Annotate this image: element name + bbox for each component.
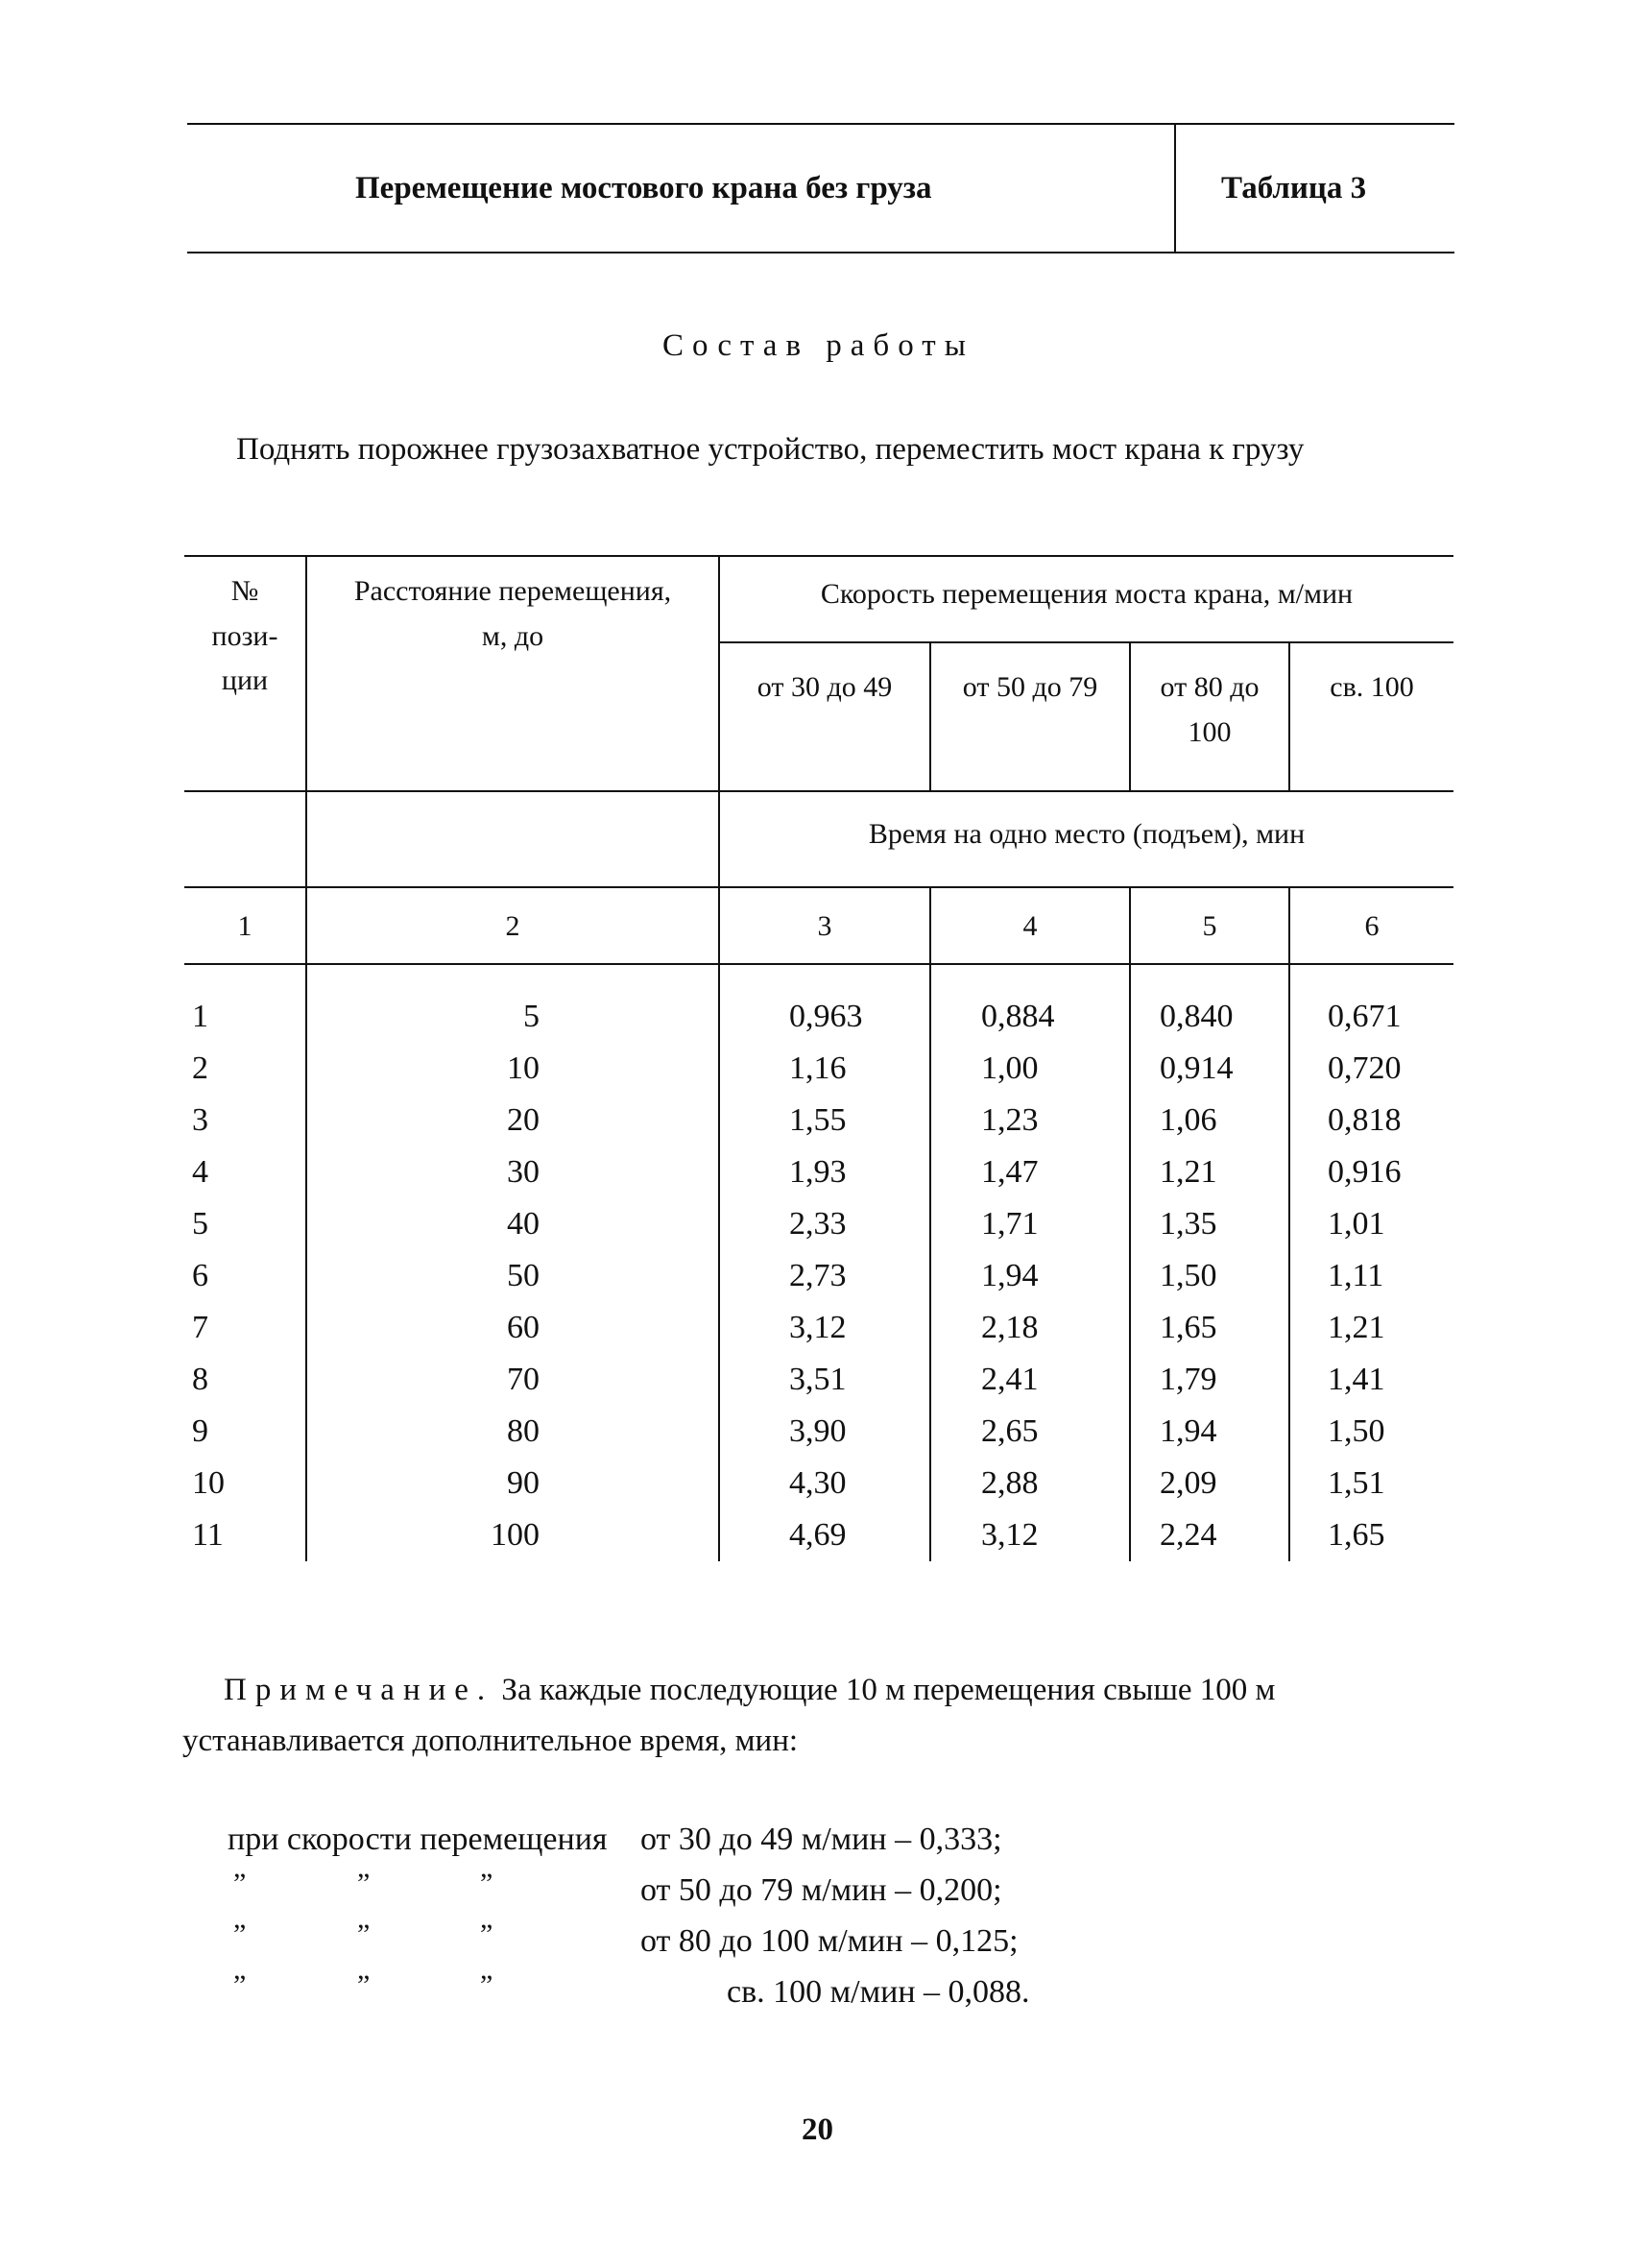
table-cell: 1,47	[981, 1154, 1039, 1190]
col-divider-3	[929, 641, 931, 790]
table-cell: 1,16	[789, 1050, 847, 1086]
col-number: 2	[505, 910, 520, 942]
table-cell: 50	[507, 1258, 540, 1293]
table-cell: 0,840	[1160, 999, 1234, 1034]
table-cell: 4,30	[789, 1465, 847, 1501]
table-cell: 2,73	[789, 1258, 847, 1293]
table-cell: 3,51	[789, 1362, 847, 1397]
table-cell: 11	[192, 1517, 224, 1553]
col-position-line3: ции	[221, 664, 269, 696]
addition-item-4: св. 100 м/мин – 0,088.	[727, 1974, 1030, 2010]
table-cell: 90	[507, 1465, 540, 1501]
table-cell: 3,90	[789, 1413, 847, 1449]
page-number: 20	[802, 2112, 833, 2147]
col-number: 5	[1202, 910, 1217, 942]
table-cell: 1,23	[981, 1102, 1039, 1138]
table-label: Таблица 3	[1221, 171, 1367, 205]
table-cell: 1,94	[981, 1258, 1039, 1293]
addition-item-2: от 50 до 79 м/мин – 0,200;	[640, 1872, 1002, 1908]
speed-col-2-line1: от 50 до 79	[962, 671, 1098, 703]
col-numbers-rule	[184, 963, 1453, 965]
note-line2: устанавливается дополнительное время, мин:	[182, 1724, 799, 1758]
table-cell: 3,12	[981, 1517, 1039, 1553]
col-distance-line2: м, до	[481, 619, 544, 652]
table-cell: 70	[507, 1362, 540, 1397]
table-cell: 2,09	[1160, 1465, 1217, 1501]
table-cell: 1,11	[1328, 1258, 1384, 1293]
table-cell: 80	[507, 1413, 540, 1449]
col-number: 6	[1364, 910, 1380, 942]
ditto-mark: ”	[233, 1918, 247, 1950]
table-cell: 1,94	[1160, 1413, 1217, 1449]
ditto-mark: ”	[480, 1969, 493, 2001]
col-number: 4	[1022, 910, 1038, 942]
table-cell: 0,818	[1328, 1102, 1402, 1138]
table-cell: 1,50	[1160, 1258, 1217, 1293]
table-cell: 0,671	[1328, 999, 1402, 1034]
table-cell: 1,41	[1328, 1362, 1385, 1397]
ditto-mark: ”	[357, 1969, 371, 2001]
table-cell: 4	[192, 1154, 208, 1190]
speed-col-4-line1: св. 100	[1330, 671, 1414, 703]
header-top-rule	[187, 123, 1454, 125]
section-title: Перемещение мостового крана без груза	[355, 171, 932, 205]
table-cell: 2	[192, 1050, 208, 1086]
table-cell: 40	[507, 1206, 540, 1242]
note	[224, 1666, 1275, 1715]
note-label: Примечание.	[224, 1673, 494, 1707]
table-cell: 5	[523, 999, 540, 1034]
table-cell: 2,88	[981, 1465, 1039, 1501]
col-number: 3	[817, 910, 832, 942]
table-cell: 1,35	[1160, 1206, 1217, 1242]
table-cell: 1,65	[1160, 1310, 1217, 1345]
time-header-rule	[184, 886, 1453, 888]
col-distance-line1: Расстояние перемещения,	[353, 575, 672, 607]
table-cell: 0,914	[1160, 1050, 1234, 1086]
table-cell: 1,71	[981, 1206, 1039, 1242]
speed-col-1-line1: от 30 до 49	[756, 671, 893, 703]
table-cell: 1,51	[1328, 1465, 1385, 1501]
table-cell: 20	[507, 1102, 540, 1138]
table-cell: 2,24	[1160, 1517, 1217, 1553]
table-cell: 10	[192, 1465, 225, 1501]
ditto-mark: ”	[480, 1868, 493, 1899]
note-line1	[224, 1666, 1275, 1715]
ditto-mark: ”	[480, 1918, 493, 1950]
table-cell: 7	[192, 1310, 208, 1345]
col-divider-5	[1288, 641, 1290, 790]
col-divider-4b	[1129, 886, 1131, 1561]
table-cell: 1	[192, 999, 208, 1034]
col-position-line2: пози-	[211, 619, 278, 652]
time-header: Время на одно место (подъем), мин	[868, 818, 1306, 850]
table-cell: 2,65	[981, 1413, 1039, 1449]
speed-header-rule	[720, 641, 1453, 643]
table-cell: 1,79	[1160, 1362, 1217, 1397]
table-cell: 0,963	[789, 999, 863, 1034]
col-number: 1	[237, 910, 252, 942]
table-cell: 10	[507, 1050, 540, 1086]
table-cell: 100	[491, 1517, 540, 1553]
speed-col-3-line2: 100	[1188, 715, 1232, 748]
ditto-mark: ”	[357, 1868, 371, 1899]
ditto-mark: ”	[233, 1969, 247, 2001]
speed-col-4	[1290, 665, 1453, 711]
speed-prefix: при скорости перемещения	[228, 1822, 608, 1857]
table-cell: 6	[192, 1258, 208, 1293]
header-bottom-rule	[187, 252, 1454, 253]
table-cell: 1,65	[1328, 1517, 1385, 1553]
work-description: Поднять порожнее грузозахватное устройство, переместить мост крана к грузу	[236, 432, 1305, 467]
table-cell: 3	[192, 1102, 208, 1138]
table-cell: 4,69	[789, 1517, 847, 1553]
table-cell: 2,41	[981, 1362, 1039, 1397]
table-cell: 9	[192, 1413, 208, 1449]
table-cell: 1,00	[981, 1050, 1039, 1086]
table-cell: 8	[192, 1362, 208, 1397]
col-divider-5b	[1288, 886, 1290, 1561]
table-cell: 0,720	[1328, 1050, 1402, 1086]
work-heading: Состав работы	[662, 328, 974, 363]
col-divider-3b	[929, 886, 931, 1561]
ditto-mark: ”	[357, 1918, 371, 1950]
col-position-line1: №	[230, 575, 259, 607]
speed-col-1	[720, 665, 929, 711]
speed-header: Скорость перемещения моста крана, м/мин	[820, 578, 1354, 610]
table-cell: 1,01	[1328, 1206, 1385, 1242]
speed-col-3-line1: от 80 до	[1160, 671, 1260, 703]
table-cell: 5	[192, 1206, 208, 1242]
header-end-rule	[184, 790, 1453, 792]
table-cell: 1,21	[1160, 1154, 1217, 1190]
speed-col-3	[1131, 665, 1288, 755]
table-cell: 0,884	[981, 999, 1055, 1034]
table-cell: 1,93	[789, 1154, 847, 1190]
table-cell: 1,50	[1328, 1413, 1385, 1449]
table-cell: 2,33	[789, 1206, 847, 1242]
table-top-rule	[184, 555, 1453, 557]
col-divider-1	[305, 555, 307, 1561]
col-distance-header	[307, 569, 718, 659]
speed-col-2	[931, 665, 1129, 711]
table-cell: 0,916	[1328, 1154, 1402, 1190]
table-cell: 3,12	[789, 1310, 847, 1345]
addition-item-3: от 80 до 100 м/мин – 0,125;	[640, 1923, 1019, 1959]
table-cell: 1,21	[1328, 1310, 1385, 1345]
ditto-mark: ”	[233, 1868, 247, 1899]
header-divider	[1174, 123, 1176, 252]
table-cell: 1,06	[1160, 1102, 1217, 1138]
table-cell: 60	[507, 1310, 540, 1345]
table-cell: 30	[507, 1154, 540, 1190]
addition-item-1: от 30 до 49 м/мин – 0,333;	[640, 1822, 1002, 1857]
table-cell: 1,55	[789, 1102, 847, 1138]
note-text-1: За каждые последующие 10 м перемещения свыше 100 м	[501, 1673, 1276, 1707]
col-position-header	[184, 569, 305, 704]
table-cell: 2,18	[981, 1310, 1039, 1345]
